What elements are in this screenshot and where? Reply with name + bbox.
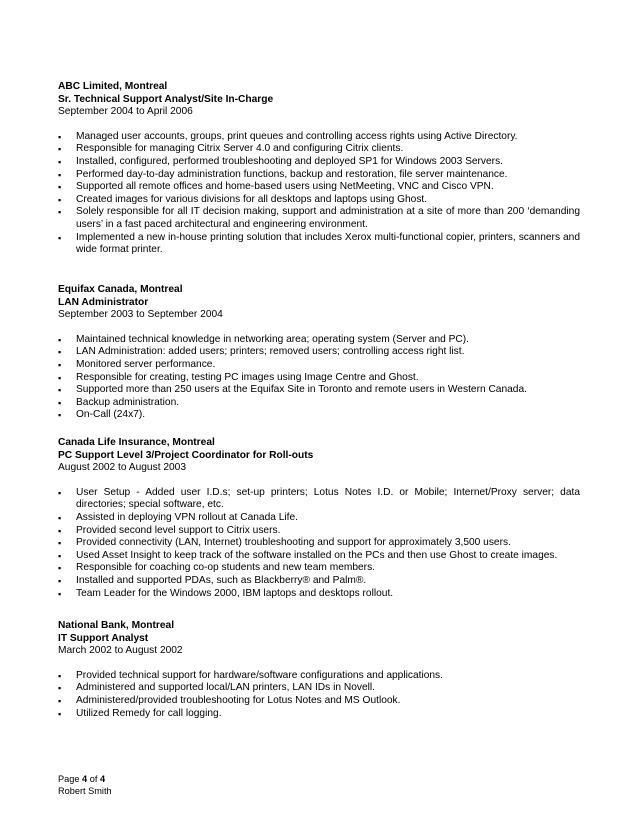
list-item [58,525,580,538]
bullet-icon: ▪ [58,156,62,167]
list-item-text: Performed day-to-day administration functions, backup and restoration, file server maintenance. [76,168,508,180]
list-item-text: Responsible for managing Citrix Server 4.0 and configuring Citrix clients. [76,143,404,155]
list-item-text: Maintained technical knowledge in networking area; operating system (Server and PC). [76,333,469,345]
list-item-text: Responsible for creating, testing PC images using Image Centre and Ghost. [76,371,419,383]
bullet-icon: ▪ [58,550,62,561]
page-footer [58,774,112,797]
list-item [58,670,580,683]
list-item [58,181,580,194]
list-item-text: Installed, configured, performed troubleshooting and deployed SP1 for Windows 2003 Servers. [76,155,503,167]
bullet-icon: ▪ [58,347,62,358]
list-item-text: LAN Administration: added users; printers; removed users; controlling access right list. [76,346,465,358]
list-item-text: Provided second level support to Citrix users. [76,524,281,536]
bullet-icon: ▪ [58,512,62,523]
list-item [58,206,580,231]
list-item-text: Responsible for coaching co-op students and new team members. [76,562,375,574]
list-item [58,359,580,372]
company-name: Equifax Canada, Montreal [58,284,183,295]
bullet-icon: ▪ [58,563,62,574]
page-total: 4 [99,774,106,784]
list-item [58,575,580,588]
responsibility-list [58,487,580,600]
bullet-icon: ▪ [58,334,62,345]
list-item [58,397,580,410]
bullet-icon: ▪ [58,232,62,243]
list-item [58,143,580,156]
job-title: LAN Administrator [58,296,149,308]
bullet-icon: ▪ [58,144,62,155]
list-item-text: Backup administration. [76,396,180,408]
list-item-text: Solely responsible for all IT decision making, support and administration at a site of more than 200 ‘demanding users’ in a fast paced architectural and engineering environment. [76,206,580,230]
bullet-icon: ▪ [58,359,62,370]
bullet-icon: ▪ [58,670,62,681]
list-item-text: Monitored server performance. [76,358,216,370]
list-item [58,550,580,563]
list-item-text: Assisted in deploying VPN rollout at Canada Life. [76,511,298,523]
list-item-text: Supported more than 250 users at the Equifax Site in Toronto and remote users in Western Canada. [76,384,527,396]
list-item-text: Installed and supported PDAs, such as Blackberry® and Palm®. [76,574,367,586]
job-entry-national-bank [58,620,580,720]
page-of-word: of [89,774,98,784]
author-name: Robert Smith [58,785,112,796]
bullet-icon: ▪ [58,575,62,586]
company-name: ABC Limited, Montreal [58,81,168,92]
bullet-icon: ▪ [58,525,62,536]
job-dates: March 2002 to August 2002 [58,645,183,657]
company-name: National Bank, Montreal [58,620,175,631]
list-item-text: Provided technical support for hardware/software configurations and applications. [76,669,443,681]
bullet-icon: ▪ [58,385,62,396]
bullet-icon: ▪ [58,683,62,694]
bullet-icon: ▪ [58,372,62,383]
list-item [58,169,580,182]
job-entry-equifax [58,284,580,422]
list-item [58,588,580,601]
job-dates: August 2002 to August 2003 [58,462,187,474]
list-item [58,156,580,169]
list-item-text: Supported all remote offices and home-based users using NetMeeting, VNC and Cisco VPN. [76,181,494,193]
bullet-icon: ▪ [58,538,62,549]
bullet-icon: ▪ [58,194,62,205]
list-item-text: Utilized Remedy for call logging. [76,707,222,719]
page-word: Page [58,774,80,784]
page-current: 4 [82,774,88,784]
job-entry-abc-limited [58,81,580,257]
list-item-text: Managed user accounts, groups, print queues and controlling access rights using Active Directory. [76,130,518,142]
list-item [58,682,580,695]
responsibility-list [58,334,580,422]
list-item [58,487,580,512]
page-number [58,774,112,786]
responsibility-list [58,131,580,257]
list-item-text: Implemented a new in-house printing solution that includes Xerox multi-functional copier, printers, scanners and wide format printer. [76,231,580,256]
list-item [58,537,580,550]
job-title: PC Support Level 3/Project Coordinator for Roll-outs [58,449,314,461]
list-item-text: Administered/provided troubleshooting for Lotus Notes and MS Outlook. [76,694,401,706]
company-name: Canada Life Insurance, Montreal [58,437,215,448]
bullet-icon: ▪ [58,410,62,421]
list-item [58,334,580,347]
list-item [58,372,580,385]
list-item-text: User Setup - Added user I.D.s; set-up printers; Lotus Notes I.D. or Mobile; Internet/Proxy server; data directories; special software, etc. [76,486,580,511]
bullet-icon: ▪ [58,708,62,719]
list-item [58,708,580,721]
list-item-text: Provided connectivity (LAN, Internet) troubleshooting and support for approximately 3,500 users. [76,537,511,549]
list-item [58,695,580,708]
bullet-icon: ▪ [58,169,62,180]
list-item-text: Used Asset Insight to keep track of the software installed on the PCs and then use Ghost to create images. [76,549,558,561]
list-item-text: Created images for various divisions for all desktops and laptops using Ghost. [76,193,428,205]
list-item [58,194,580,207]
list-item [58,384,580,397]
job-dates: September 2004 to April 2006 [58,106,193,118]
bullet-icon: ▪ [58,131,62,142]
job-entry-canada-life [58,437,580,600]
list-item [58,232,580,257]
list-item [58,512,580,525]
bullet-icon: ▪ [58,182,62,193]
list-item [58,409,580,422]
list-item [58,346,580,359]
bullet-icon: ▪ [58,487,62,498]
list-item-text: On-Call (24x7). [76,409,146,421]
list-item-text: Administered and supported local/LAN printers, LAN IDs in Novell. [76,682,375,694]
responsibility-list [58,670,580,720]
bullet-icon: ▪ [58,588,62,599]
list-item-text: Team Leader for the Windows 2000, IBM laptops and desktops rollout. [76,587,394,599]
list-item [58,131,580,144]
job-title: IT Support Analyst [58,632,149,644]
bullet-icon: ▪ [58,695,62,706]
bullet-icon: ▪ [58,397,62,408]
bullet-icon: ▪ [58,207,62,218]
job-title: Sr. Technical Support Analyst/Site In-Charge [58,93,274,105]
job-dates: September 2003 to September 2004 [58,309,223,321]
list-item [58,562,580,575]
